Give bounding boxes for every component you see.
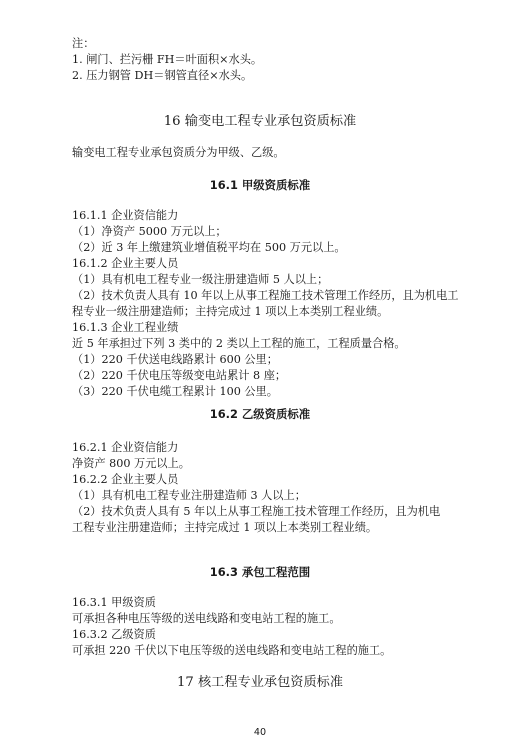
body-line: 16.3.2 乙级资质 bbox=[72, 628, 156, 641]
body-line: 近 5 年承担过下列 3 类中的 2 类以上工程的施工，工程质量合格。 bbox=[72, 337, 406, 350]
body-line: （2）技术负责人具有 5 年以上从事工程施工技术管理工作经历，且为机电 bbox=[72, 505, 441, 518]
chapter-16-title: 16 输变电工程专业承包资质标准 bbox=[163, 114, 357, 129]
section-16-2-title: 16.2 乙级资质标准 bbox=[209, 407, 311, 421]
body-line: （1）具有机电工程专业一级注册建造师 5 人以上； bbox=[72, 273, 329, 286]
body-line: （3）220 千伏电缆工程累计 100 公里。 bbox=[72, 385, 278, 398]
body-line: 16.1.2 企业主要人员 bbox=[72, 257, 179, 270]
body-line: （2）近 3 年上缴建筑业增值税平均在 500 万元以上。 bbox=[72, 241, 346, 254]
page-number: 40 bbox=[253, 727, 267, 738]
notes-label: 注： bbox=[72, 37, 95, 50]
body-line: （2）技术负责人具有 10 年以上从事工程施工技术管理工作经历，且为机电工 bbox=[72, 289, 459, 302]
body-line: 可承担各种电压等级的送电线路和变电站工程的施工。 bbox=[72, 612, 341, 625]
body-line: （1）220 千伏送电线路累计 600 公里； bbox=[72, 353, 278, 366]
note-item: 2. 压力钢管 DH＝钢管直径×水头。 bbox=[72, 69, 253, 82]
body-line: （2）220 千伏电压等级变电站累计 8 座； bbox=[72, 369, 287, 382]
body-line: 16.3.1 甲级资质 bbox=[72, 596, 156, 609]
body-line: 工程专业注册建造师；主持完成过 1 项以上本类别工程业绩。 bbox=[72, 521, 378, 534]
body-line: 16.1.3 企业工程业绩 bbox=[72, 321, 179, 334]
body-line: 16.2.1 企业资信能力 bbox=[72, 441, 179, 454]
chapter-16-intro: 输变电工程专业承包资质分为甲级、乙级。 bbox=[72, 146, 285, 159]
section-16-1-title: 16.1 甲级资质标准 bbox=[209, 178, 311, 192]
note-item: 1. 闸门、拦污栅 FH＝叶面积×水头。 bbox=[72, 53, 263, 66]
body-line: （1）具有机电工程专业注册建造师 3 人以上； bbox=[72, 489, 306, 502]
body-line: 16.1.1 企业资信能力 bbox=[72, 209, 179, 222]
chapter-17-title: 17 核工程专业承包资质标准 bbox=[176, 675, 344, 690]
body-line: 16.2.2 企业主要人员 bbox=[72, 473, 179, 486]
section-16-3-title: 16.3 承包工程范围 bbox=[209, 565, 311, 579]
body-line: （1）净资产 5000 万元以上； bbox=[72, 225, 227, 238]
body-line: 程专业一级注册建造师；主持完成过 1 项以上本类别工程业绩。 bbox=[72, 305, 389, 318]
body-line: 净资产 800 万元以上。 bbox=[72, 457, 190, 470]
body-line: 可承担 220 千伏以下电压等级的送电线路和变电站工程的施工。 bbox=[72, 644, 392, 657]
